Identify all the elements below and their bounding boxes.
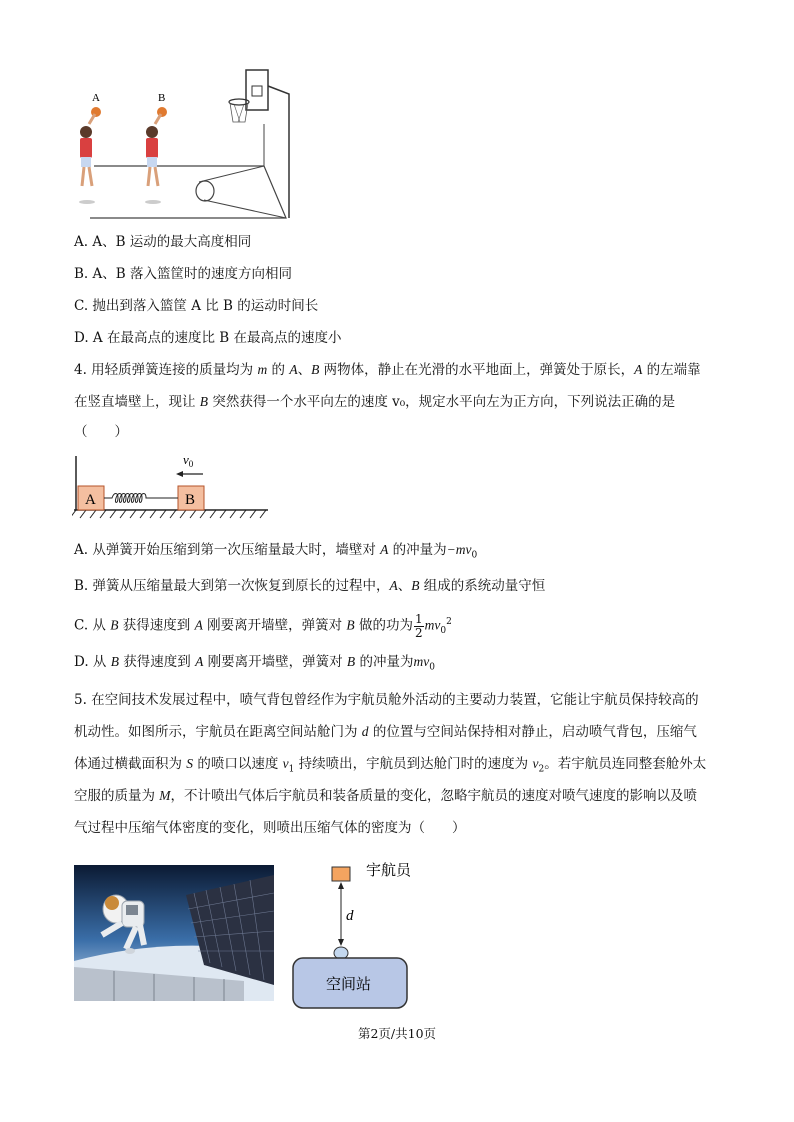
q3-option-b: B. A、B 落入篮筐时的速度方向相同 <box>74 266 292 282</box>
q3-option-a: A. A、B 运动的最大高度相同 <box>74 234 252 250</box>
basketball-hoop <box>229 70 289 218</box>
page-number: 第2页/共10页 <box>357 1026 437 1041</box>
block-b-label: B <box>185 492 196 508</box>
basketball-figure <box>74 64 304 224</box>
block-a-label: A <box>85 492 96 508</box>
q3-option-c: C. 抛出到落入篮筐 A 比 B 的运动时间长 <box>74 298 319 314</box>
q4-option-c: C. 从 B 获得速度到 A 刚要离开墙壁，弹簧对 B 做的功为 $\frac{1}{2}$ $mv_0^2$ <box>74 611 452 640</box>
q4-stem-line2: 在竖直墙壁上，现让 B 突然获得一个水平向左的速度 v₀，规定水平向左为正方向，下列说法正确的是 <box>74 394 676 410</box>
key-circle <box>196 181 214 201</box>
spring <box>104 494 178 503</box>
hatch-door <box>334 947 348 959</box>
station-diagram <box>288 855 428 1015</box>
q4-option-d: D. 从 B 获得速度到 A 刚要离开墙壁，弹簧对 B 的冲量为$mv_0$ <box>74 654 435 673</box>
q4-option-a: A. 从弹簧开始压缩到第一次压缩量最大时，墙壁对 A 的冲量为$-mv_0$ <box>74 542 478 561</box>
q5-stem-line1: 5. 在空间技术发展过程中，喷气背包曾经作为宇航员舱外活动的主要动力装置，它能让宇航员保持较高的 <box>74 692 699 708</box>
player-a-label: A <box>92 92 100 104</box>
q4-answer-paren: （ ） <box>74 424 128 440</box>
q5-stem-line2: 机动性。如图所示，宇航员在距离空间站舱门为 d 的位置与空间站保持相对静止，启动喷气背包，压缩气 <box>74 724 697 740</box>
fraction-half: $\frac{1}{2}$ <box>414 611 423 640</box>
q5-stem-line3: 体通过横截面积为 S 的喷口以速度 $v_1$ 持续喷出，宇航员到达舱门时的速度为 $v_2$。若宇航员连同整套舱外太 <box>74 756 707 775</box>
player-a <box>79 92 101 204</box>
astronaut-label: 宇航员 <box>366 863 412 879</box>
astronaut-photo <box>74 865 274 1001</box>
court-lines <box>90 166 286 218</box>
ground-hatch <box>72 510 266 518</box>
q3-option-d: D. A 在最高点的速度比 B 在最高点的速度小 <box>74 330 342 346</box>
astronaut-box <box>332 867 350 881</box>
q5-stem-line4: 空服的质量为 M，不计喷出气体后宇航员和装备质量的变化，忽略宇航员的速度对喷气速度的影响以及喷 <box>74 788 698 804</box>
velocity-label: $v_0$ <box>183 452 194 469</box>
player-b-label: B <box>158 92 166 104</box>
player-b <box>145 92 167 204</box>
spring-figure <box>72 452 272 524</box>
space-station-label: 空间站 <box>326 977 372 993</box>
q5-stem-line5: 气过程中压缩气体密度的变化，则喷出压缩气体的密度为（ ） <box>74 820 466 836</box>
distance-label: d <box>346 908 354 924</box>
q4-option-b: B. 弹簧从压缩量最大到第一次恢复到原长的过程中，A、B 组成的系统动量守恒 <box>74 578 546 594</box>
q4-stem-line1: 4. 用轻质弹簧连接的质量均为 m 的 A、B 两物体，静止在光滑的水平地面上，弹簧处于原长，A 的左端靠 <box>74 362 701 378</box>
velocity-arrow <box>176 471 183 477</box>
